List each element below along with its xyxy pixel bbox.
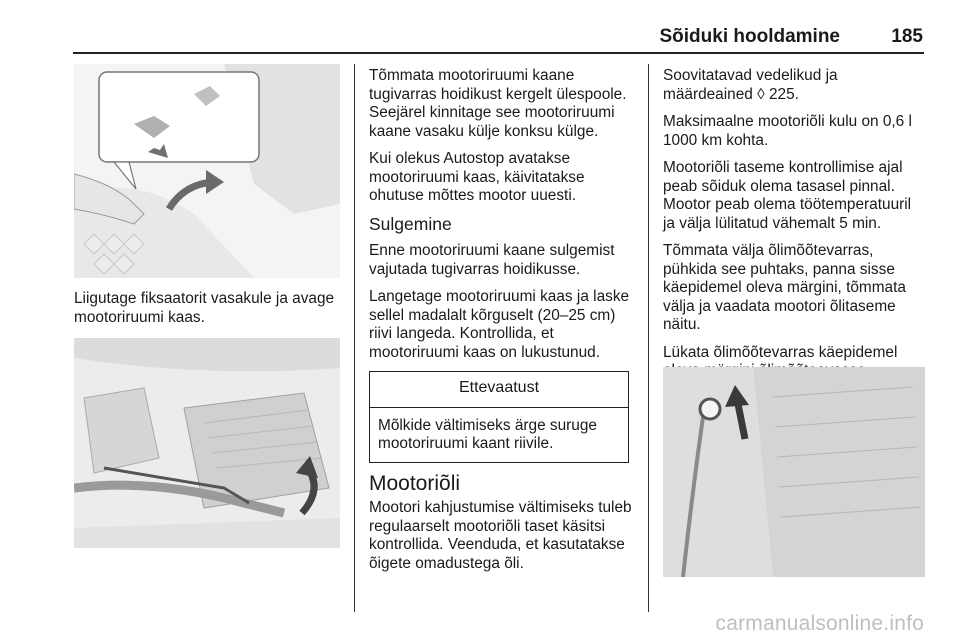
caution-text: Mõlkide vältimiseks ärge suruge mootoriruumi kaant riivile. — [378, 416, 597, 452]
caution-box — [369, 371, 629, 463]
paragraph-engine-oil-check: Mootori kahjustumise vältimiseks tuleb regulaarselt mootoriõli taset käsitsi kontrollida. Veenduda, et kasutatakse õigete omadustega õli. — [369, 499, 632, 572]
hood-latch-illustration — [74, 64, 340, 278]
page-number: 185 — [891, 26, 923, 47]
paragraph-autostop: Kui olekus Autostop avatakse mootoriruumi kaas, käivitatakse ohutuse mõttes mootor uuesti. — [369, 150, 585, 204]
column-divider-right — [648, 64, 649, 612]
column-divider-left — [354, 64, 355, 612]
heading-engine-oil: Mootoriõli — [369, 471, 461, 495]
paragraph-before-closing: Enne mootoriruumi kaane sulgemist vajutada tugivarras hoidikusse. — [369, 242, 615, 278]
dipstick-location-illustration — [663, 367, 925, 577]
paragraph-max-oil-consumption: Maksimaalne mootoriõli kulu on 0,6 l 1000 km kohta. — [663, 113, 912, 149]
footer-watermark: carmanualsonline.info — [715, 612, 924, 635]
page-header-title: Sõiduki hooldamine — [659, 26, 840, 47]
engine-bay-support-rod-illustration — [74, 338, 340, 548]
heading-closing: Sulgemine — [369, 213, 452, 234]
paragraph-lower-hood: Langetage mootoriruumi kaas ja laske sellel madalalt kõrguselt (20–25 cm) riivi langeda. Kontrollida, et mootoriruumi kaas on lukustunud. — [369, 288, 630, 361]
paragraph-dipstick-reinsert: Lükata õlimõõtevarras käepidemel — [663, 343, 898, 361]
header-rule — [73, 52, 924, 54]
figure-caption-open-hood: Liigutage fiksaatorit vasakule ja avage mootoriruumi kaas. — [74, 290, 335, 326]
paragraph-dipstick-procedure: Tõmmata välja õlimõõtevarras, pühkida see puhtaks, panna sisse käepidemel oleva märgini, tõmmata välja ja vaadata mootori õlitaseme näitu. — [663, 242, 906, 333]
paragraph-level-check-conditions: Mootoriõli taseme kontrollimise ajal peab sõiduk olema tasasel pinnal. Mootor peab olema töötemperatuuril ja välja lülitatud vähemalt 5 min. — [663, 159, 912, 232]
paragraph-support-rod: Tõmmata mootoriruumi kaane tugivarras hoidikust kergelt ülespoole. Seejärel kinnitage see mootoriruumi kaane vasaku külje konksu külge. — [369, 67, 627, 140]
paragraph-recommended-fluids: Soovitatavad vedelikud ja määrdeained ◊ 225. — [663, 67, 838, 103]
caution-title: Ettevaatust — [370, 372, 628, 408]
